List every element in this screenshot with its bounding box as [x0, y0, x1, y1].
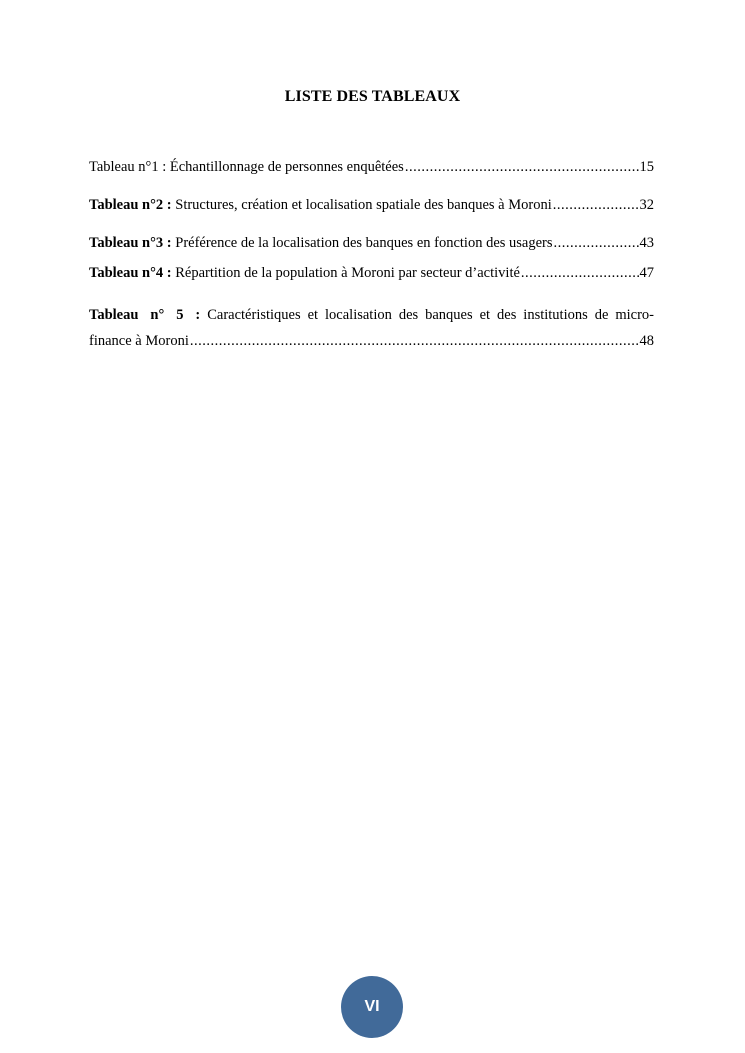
toc-entry-4[interactable] [89, 264, 654, 282]
leader-dots [190, 328, 639, 354]
toc-page-number: 48 [639, 333, 654, 349]
toc-page-number: 32 [639, 197, 654, 213]
toc-entry-2[interactable] [89, 196, 654, 214]
toc-entry-prefix: Tableau n°4 : [89, 265, 172, 281]
toc-entry-label: Tableau n° 5 : Caractéristiques et localisation des banques et des institutions de micro- [89, 307, 655, 323]
toc-entry-1[interactable] [89, 158, 654, 176]
leader-dots [553, 196, 639, 214]
toc-page-number: 47 [639, 265, 654, 281]
toc-entry-label: Tableau n°1 : Échantillonnage de personnes enquêtées [89, 159, 404, 175]
leader-dots [554, 234, 639, 252]
toc-entry-label: Tableau n°3 : Préférence de la localisation des banques en fonction des usagers [89, 235, 553, 251]
toc-entry-label-continued: finance à Moroni [89, 333, 189, 349]
toc-entry-label: Tableau n°2 : Structures, création et localisation spatiale des banques à Moroni [89, 197, 552, 213]
leader-dots [405, 158, 639, 176]
page-title: LISTE DES TABLEAUX [284, 88, 461, 105]
toc-entry-5[interactable] [89, 302, 654, 354]
toc-entry-prefix: Tableau n°2 : [89, 197, 172, 213]
toc-entry-3[interactable] [89, 234, 654, 252]
toc-entry-label: Tableau n°4 : Répartition de la population à Moroni par secteur d’activité [89, 265, 520, 281]
toc-entry-prefix: Tableau n° 5 : [89, 307, 201, 323]
leader-dots [521, 264, 639, 282]
page-number-badge: VI [341, 976, 403, 1038]
toc-page-number: 43 [639, 235, 654, 251]
toc-page-number: 15 [639, 159, 654, 175]
toc-entry-prefix: Tableau n°3 : [89, 235, 172, 251]
